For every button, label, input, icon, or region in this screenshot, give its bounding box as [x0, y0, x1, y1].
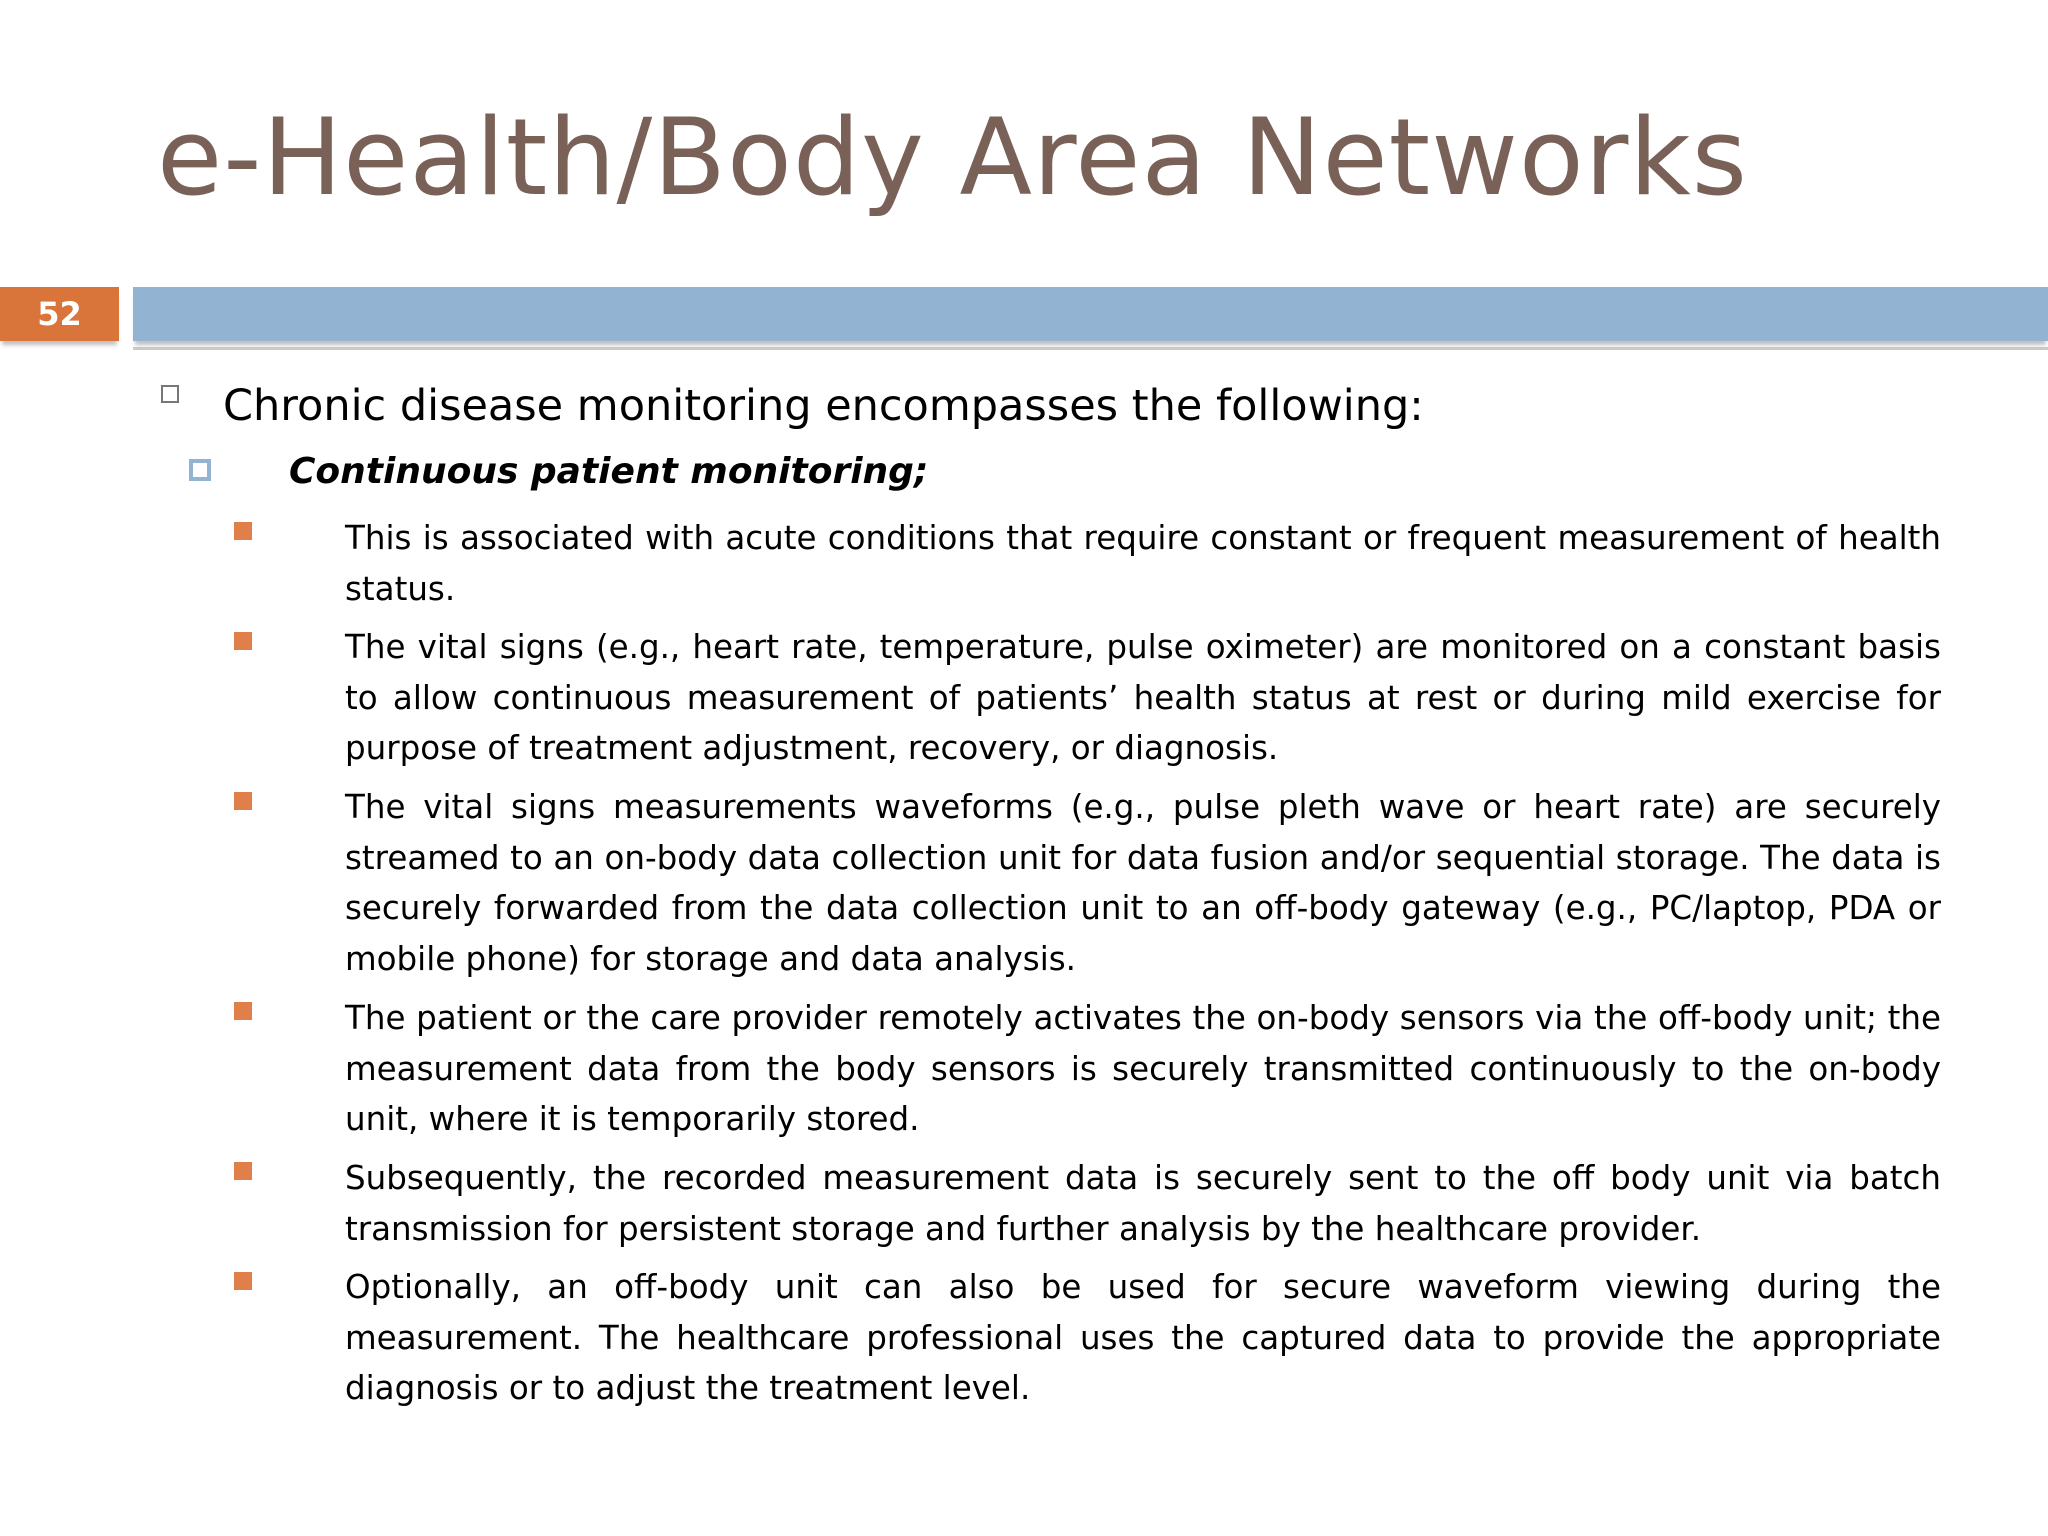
level3-bullet-text: Subsequently, the recorded measurement data is securely sent to the off body unit via batch transmission for persistent storage and further analysis by the healthcare provider.	[345, 1159, 1941, 1248]
level3-bullet-text: This is associated with acute conditions that require constant or frequent measurement of health status.	[345, 519, 1941, 608]
level3-bullet-text: The vital signs measurements waveforms (e.g., pulse pleth wave or heart rate) are securely streamed to an on-body data collection unit for data fusion and/or sequential storage. The data is securely forwarded from the data collection unit to an off-body gateway (e.g., PC/laptop, PDA or mobile phone) for storage and data analysis.	[345, 788, 1941, 978]
level3-bullet-text: The vital signs (e.g., heart rate, temperature, pulse oximeter) are monitored on a constant basis to allow continuous measurement of patients’ health status at rest or during mild exercise for purpose of treatment adjustment, recovery, or diagnosis.	[345, 628, 1941, 767]
slide-number-badge: 52	[0, 287, 119, 341]
filled-square-bullet-icon	[234, 1272, 252, 1290]
level1-bullet-text: Chronic disease monitoring encompasses the following:	[223, 381, 1424, 431]
filled-square-bullet-icon	[234, 522, 252, 540]
filled-square-bullet-icon	[234, 1002, 252, 1020]
filled-square-bullet-icon	[234, 792, 252, 810]
hollow-square-bullet-icon	[161, 385, 179, 403]
filled-square-bullet-icon	[234, 1162, 252, 1180]
level2-bullet-text: Continuous patient monitoring;	[289, 451, 929, 492]
framed-square-bullet-icon	[189, 459, 211, 481]
slide-title: e-Health/Body Area Networks	[157, 96, 1748, 219]
filled-square-bullet-icon	[234, 632, 252, 650]
level3-bullet-text: Optionally, an off-body unit can also be used for secure waveform viewing during the measurement. The healthcare professional uses the captured data to provide the appropriate diagnosis or to adjust the treatment level.	[345, 1268, 1941, 1407]
level3-bullet-text: The patient or the care provider remotely activates the on-body sensors via the off-body unit; the measurement data from the body sensors is securely transmitted continuously to the on-body unit, where it is temporarily stored.	[345, 999, 1941, 1138]
